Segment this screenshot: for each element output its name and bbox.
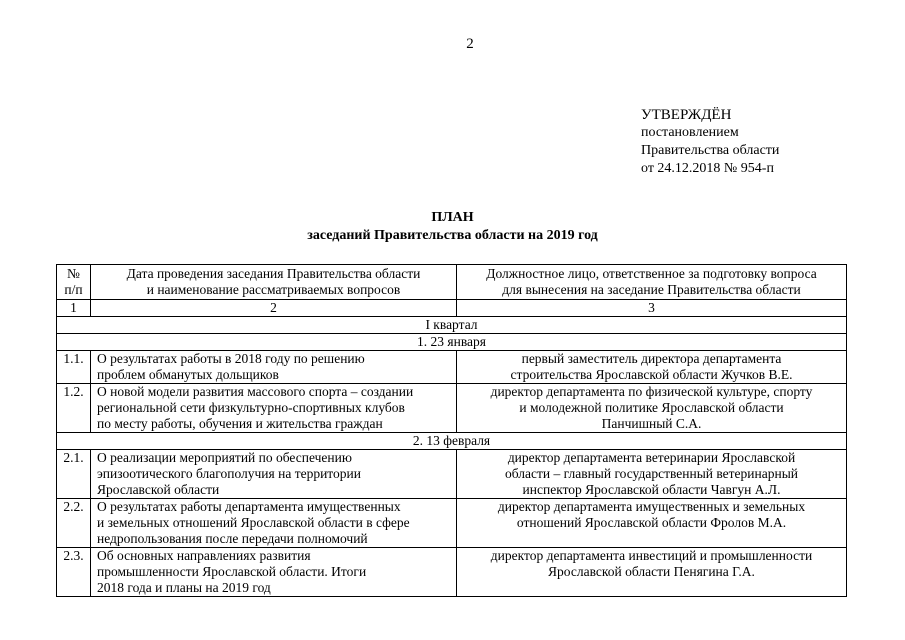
table-row	[57, 499, 847, 548]
question-line: О новой модели развития массового спорта – создании	[97, 384, 414, 399]
document-title	[0, 209, 905, 245]
page-number: 2	[466, 36, 474, 52]
question-line: О результатах работы департамента имущественных	[97, 499, 401, 514]
header-col-1-line-2: п/п	[64, 282, 83, 297]
row-responsible	[457, 499, 847, 548]
question-line: региональной сети физкультурно-спортивных клубов	[97, 400, 405, 415]
column-number: 1	[57, 300, 91, 317]
row-responsible	[457, 450, 847, 499]
responsible-line: Ярославской области Пенягина Г.А.	[548, 564, 755, 579]
responsible-line: директор департамента имущественных и земельных	[497, 499, 806, 514]
row-responsible	[457, 351, 847, 384]
row-question	[91, 450, 457, 499]
title-line-1: ПЛАН	[431, 210, 474, 225]
row-question	[91, 548, 457, 597]
quarter-row	[57, 317, 847, 334]
column-number: 3	[457, 300, 847, 317]
section-label: 1. 23 января	[57, 334, 847, 351]
approval-stamp	[641, 106, 779, 178]
row-question	[91, 499, 457, 548]
responsible-line: инспектор Ярославской области Чавгун А.Л.	[522, 482, 781, 497]
section-row	[57, 433, 847, 450]
responsible-line: и молодежной политике Ярославской области	[519, 400, 784, 415]
header-col-1-line-1: №	[67, 266, 80, 281]
table-row	[57, 450, 847, 499]
section-label: 2. 13 февраля	[57, 433, 847, 450]
responsible-line: строительства Ярославской области Жучков В.Е.	[510, 367, 793, 382]
approval-line-1: УТВЕРЖДЁН	[641, 107, 732, 123]
responsible-line: директор департамента инвестиций и промышленности	[490, 548, 813, 563]
question-line: и земельных отношений Ярославской области в сфере	[97, 515, 410, 530]
header-col-3	[457, 265, 847, 300]
header-col-3-line-1: Должностное лицо, ответственное за подготовку вопроса	[486, 266, 817, 281]
responsible-line: Панчишный С.А.	[601, 416, 702, 431]
column-number-row	[57, 300, 847, 317]
header-col-2-line-1: Дата проведения заседания Правительства области	[126, 266, 421, 281]
responsible-line: директор департамента ветеринарии Ярославской	[507, 450, 796, 465]
question-line: по месту работы, обучения и жительства граждан	[97, 416, 383, 431]
row-question	[91, 384, 457, 433]
row-responsible	[457, 384, 847, 433]
row-responsible	[457, 548, 847, 597]
responsible-line: директор департамента по физической культуре, спорту	[490, 384, 813, 399]
question-line: 2018 года и планы на 2019 год	[97, 580, 271, 595]
plan-table	[56, 264, 847, 597]
question-line: Ярославской области	[97, 482, 220, 497]
title-line-2: заседаний Правительства области на 2019 год	[307, 228, 598, 243]
table-row	[57, 351, 847, 384]
question-line: эпизоотического благополучия на территории	[97, 466, 361, 481]
question-line: О результатах работы в 2018 году по решению	[97, 351, 365, 366]
header-col-1	[57, 265, 91, 300]
header-col-2	[91, 265, 457, 300]
row-number: 2.3.	[57, 548, 91, 597]
question-line: О реализации мероприятий по обеспечению	[97, 450, 352, 465]
row-number: 2.1.	[57, 450, 91, 499]
question-line: Об основных направлениях развития	[97, 548, 311, 563]
question-line: недропользования после передачи полномочий	[97, 531, 368, 546]
responsible-line: первый заместитель директора департамента	[521, 351, 782, 366]
responsible-line: области – главный государственный ветеринарный	[504, 466, 799, 481]
responsible-line: отношений Ярославской области Фролов М.А.	[516, 515, 787, 530]
question-line: проблем обманутых дольщиков	[97, 367, 279, 382]
row-question	[91, 351, 457, 384]
row-number: 1.2.	[57, 384, 91, 433]
row-number: 2.2.	[57, 499, 91, 548]
row-number: 1.1.	[57, 351, 91, 384]
approval-line-2: постановлением	[641, 125, 739, 140]
table-header-row	[57, 265, 847, 300]
question-line: промышленности Ярославской области. Итоги	[97, 564, 367, 579]
quarter-label: I квартал	[57, 317, 847, 334]
header-col-3-line-2: для вынесения на заседание Правительства области	[502, 282, 801, 297]
approval-line-4: от 24.12.2018 № 954-п	[641, 161, 774, 176]
section-row	[57, 334, 847, 351]
header-col-2-line-2: и наименование рассматриваемых вопросов	[146, 282, 401, 297]
table-row	[57, 384, 847, 433]
table-row	[57, 548, 847, 597]
column-number: 2	[91, 300, 457, 317]
approval-line-3: Правительства области	[641, 143, 780, 158]
